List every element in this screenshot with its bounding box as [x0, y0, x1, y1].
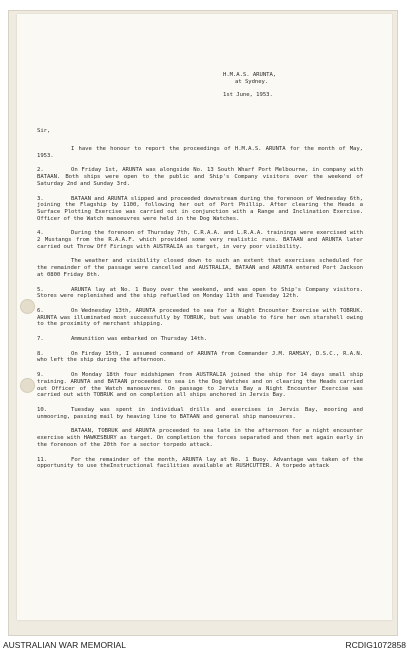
punch-hole [20, 378, 35, 393]
archive-credit: AUSTRALIAN WAR MEMORIAL [3, 640, 126, 650]
paragraph-text: Ammunition was embarked on Thursday 14th. [71, 336, 208, 343]
paragraph-text: On Friday 1st, ARUNTA was alongside No. 13 South Wharf Port Melbourne, in company with BATAAN. Both ships were open to the public and Ship's Company visitors over the weekend of Saturday 2nd and Sunday 3rd. [37, 167, 363, 187]
paragraph-number: 5. [37, 286, 44, 293]
paragraph-number: 11. [37, 456, 47, 463]
paragraph-text: For the remainder of the month, ARUNTA lay at No. 1 Buoy. Advantage was taken of the opportunity to use theInstructional facilities available at RUSHCUTTER. A torpedo attack [37, 456, 363, 470]
paragraph-text: Tuesday was spent in individual drills and exercises in Jervis Bay, mooring and unmooring, passing mail by heaving line to BATAAN and general ship manoeuvres. [37, 406, 363, 420]
paragraph-number: 10. [37, 406, 47, 413]
letter-body [37, 146, 363, 478]
paragraph [37, 372, 363, 399]
paragraph [37, 287, 363, 300]
paragraph-text: BATAAN, TOBRUK and ARUNTA proceeded to sea late in the afternoon for a night encounter exercise with HAWKESBURY as target. On completion the forces separated and then met again early in the forenoon of the 20th for a sector torpedo attack. [37, 428, 363, 448]
paragraph-number: 8. [37, 350, 44, 357]
paragraph [37, 258, 363, 278]
archive-footer [0, 636, 409, 654]
paragraph [37, 196, 363, 223]
paragraph-text: The weather and visibility closed down to such an extent that exercises scheduled for the remainder of the passage were cancelled and AUSTRALIA, BATAAN and ARUNTA entered Port Jackson at 0800 Friday 8th. [37, 258, 363, 278]
archive-id: RCDIG1072858 [345, 640, 406, 650]
paragraph [37, 336, 363, 343]
salutation: Sir, [37, 128, 51, 134]
paragraph-number: 4. [37, 230, 44, 237]
paragraph-number: 9. [37, 372, 44, 379]
paragraph-number: 2. [37, 167, 44, 174]
paragraph [37, 308, 363, 328]
paragraph [37, 407, 363, 420]
paragraph [37, 351, 363, 364]
paragraph-text: I have the honour to report the proceedings of H.M.A.S. ARUNTA for the month of May, 1953. [37, 146, 363, 159]
paragraph-text: On Firday 15th, I assumed command of ARUNTA from Commander J.M. RAMSAY, D.S.C., R.A.N. who left the ship during the afternoon. [37, 350, 363, 364]
punch-hole [20, 299, 35, 314]
paragraph [37, 230, 363, 250]
letter-header [223, 72, 276, 99]
paragraph [37, 146, 363, 159]
ship-name: H.M.A.S. ARUNTA, [223, 72, 277, 78]
paragraph-text: ARUNTA lay at No. 1 Buoy over the weekend, and was open to Ship's Company visitors. Stores were replenished and the ship refuelled on Monday 11th and Tuesday 12th. [37, 286, 363, 300]
paragraph-text: During the forenoon of Thursday 7th, C.R.A.A. and L.R.A.A. trainings were exercised with 2 Mustangs from the R.A.A.F. which provided some very realistic runs. BATAAN and ARUNTA later carried out Throw Off Firings with AUSTRALIA as target, in very poor visibility. [37, 230, 363, 250]
paragraph-number: 7. [37, 336, 44, 343]
paragraph-number: 3. [37, 195, 44, 202]
paragraph [37, 167, 363, 187]
paragraph [37, 457, 363, 470]
letter-date: 1st June, 1953. [223, 92, 273, 99]
paragraph [37, 428, 363, 448]
paragraph-text: BATAAN and ARUNTA slipped and proceeded downstream during the forenoon of Wednesday 6th, joining the Flagship by 1100, following her out of Port Phillip. After clearing the Heads a Surface Plotting Exercise was carried out in conjunction with a Range and Inclination Exercise. Officer of the Watch manoeuvres were held in the Dog Watches. [37, 195, 363, 222]
paragraph-number: 6. [37, 307, 44, 314]
paragraph-text: On Monday 18th four midshipmen from AUSTRALIA joined the ship for 14 days small ship training. ARUNTA and BATAAN proceeded to sea in the Dog Watches and on clearing the Heads carried out Officer of the Watch manoeuvres. On passage to Jervis Bay a Night Encounter Exercise was carried out with TOBRUK and on completion all ships anchored in Jervis Bay. [37, 372, 363, 399]
ship-location: at Sydney. [235, 78, 269, 85]
paragraph-text: On Wednesday 13th, ARUNTA proceeded to sea for a Night Encounter Exercise with TOBRUK. ARUNTA was illuminated most successfully by TOBRUK, but was unable to fire her own starshell owing to the proximity of merchant shipping. [37, 307, 363, 328]
